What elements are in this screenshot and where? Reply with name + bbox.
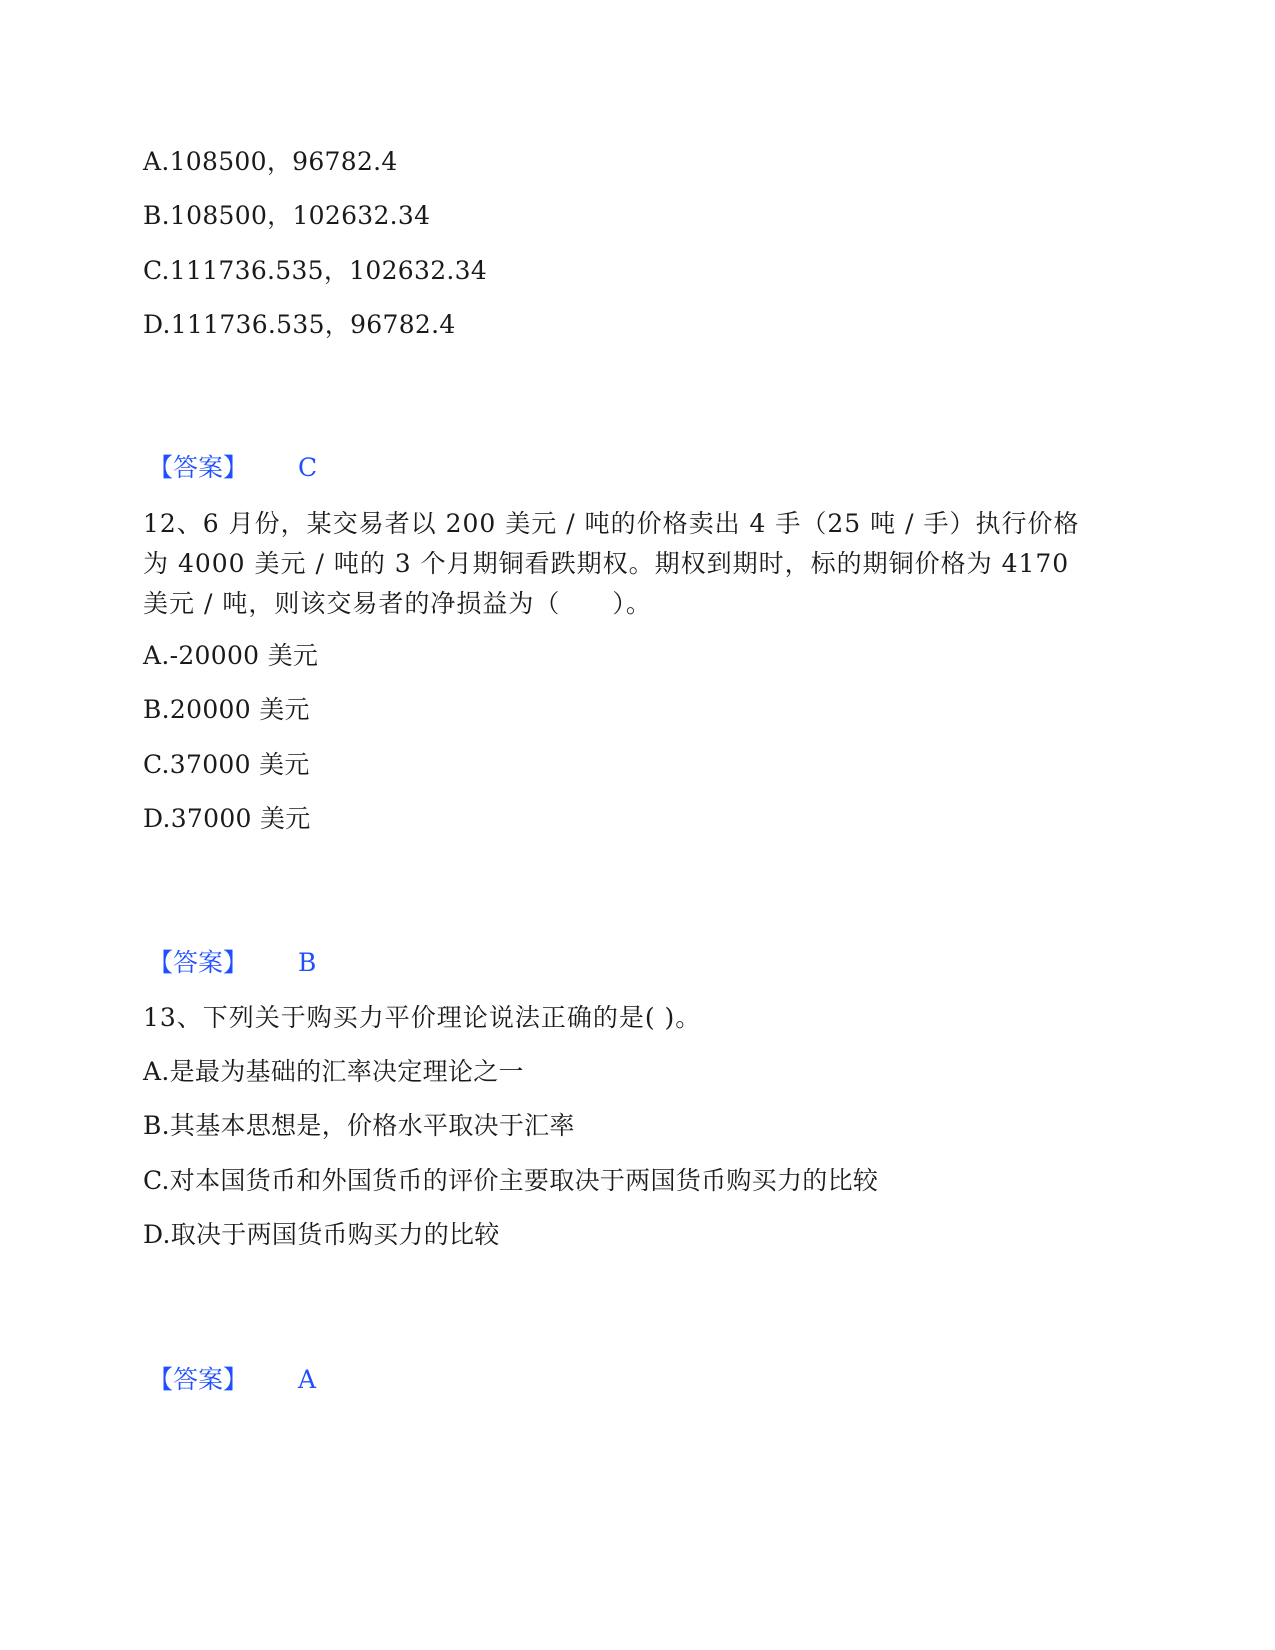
q11-option-b: B.108500，102632.34 [143, 201, 431, 230]
answer-label: 【答案】 [148, 948, 249, 977]
q12-answer [148, 944, 316, 982]
q11-option-a: A.108500，96782.4 [143, 147, 398, 176]
answer-value: C [298, 453, 318, 482]
q13-option-c: C.对本国货币和外国货币的评价主要取决于两国货币购买力的比较 [143, 1166, 879, 1195]
q13-option-b: B.其基本思想是，价格水平取决于汇率 [143, 1111, 575, 1140]
q13-option-a: A.是最为基础的汇率决定理论之一 [143, 1057, 524, 1086]
answer-label: 【答案】 [148, 1365, 249, 1394]
q12-option-d: D.37000 美元 [143, 804, 311, 833]
q12-option-a: A.-20000 美元 [143, 641, 319, 670]
q12-option-b: B.20000 美元 [143, 695, 310, 724]
q12-stem: 12、6 月份，某交易者以 200 美元 / 吨的价格卖出 4 手（25 吨 / 手）执行价格为 4000 美元 / 吨的 3 个月期铜看跌期权。期权到期时，标的期铜价格为 4170 美元 / 吨，则该交易者的净损益为（ ）。 [143, 509, 1080, 618]
answer-value: B [298, 948, 317, 977]
answer-label: 【答案】 [148, 453, 249, 482]
q12-option-c: C.37000 美元 [143, 750, 310, 779]
q13-stem: 13、下列关于购买力平价理论说法正确的是( )。 [143, 1003, 702, 1032]
q13-option-d: D.取决于两国货币购买力的比较 [143, 1220, 500, 1249]
q11-answer [148, 449, 317, 487]
q11-option-c: C.111736.535，102632.34 [143, 256, 488, 285]
q11-option-d: D.111736.535，96782.4 [143, 310, 456, 339]
answer-value: A [298, 1365, 317, 1394]
q13-answer [148, 1361, 316, 1399]
